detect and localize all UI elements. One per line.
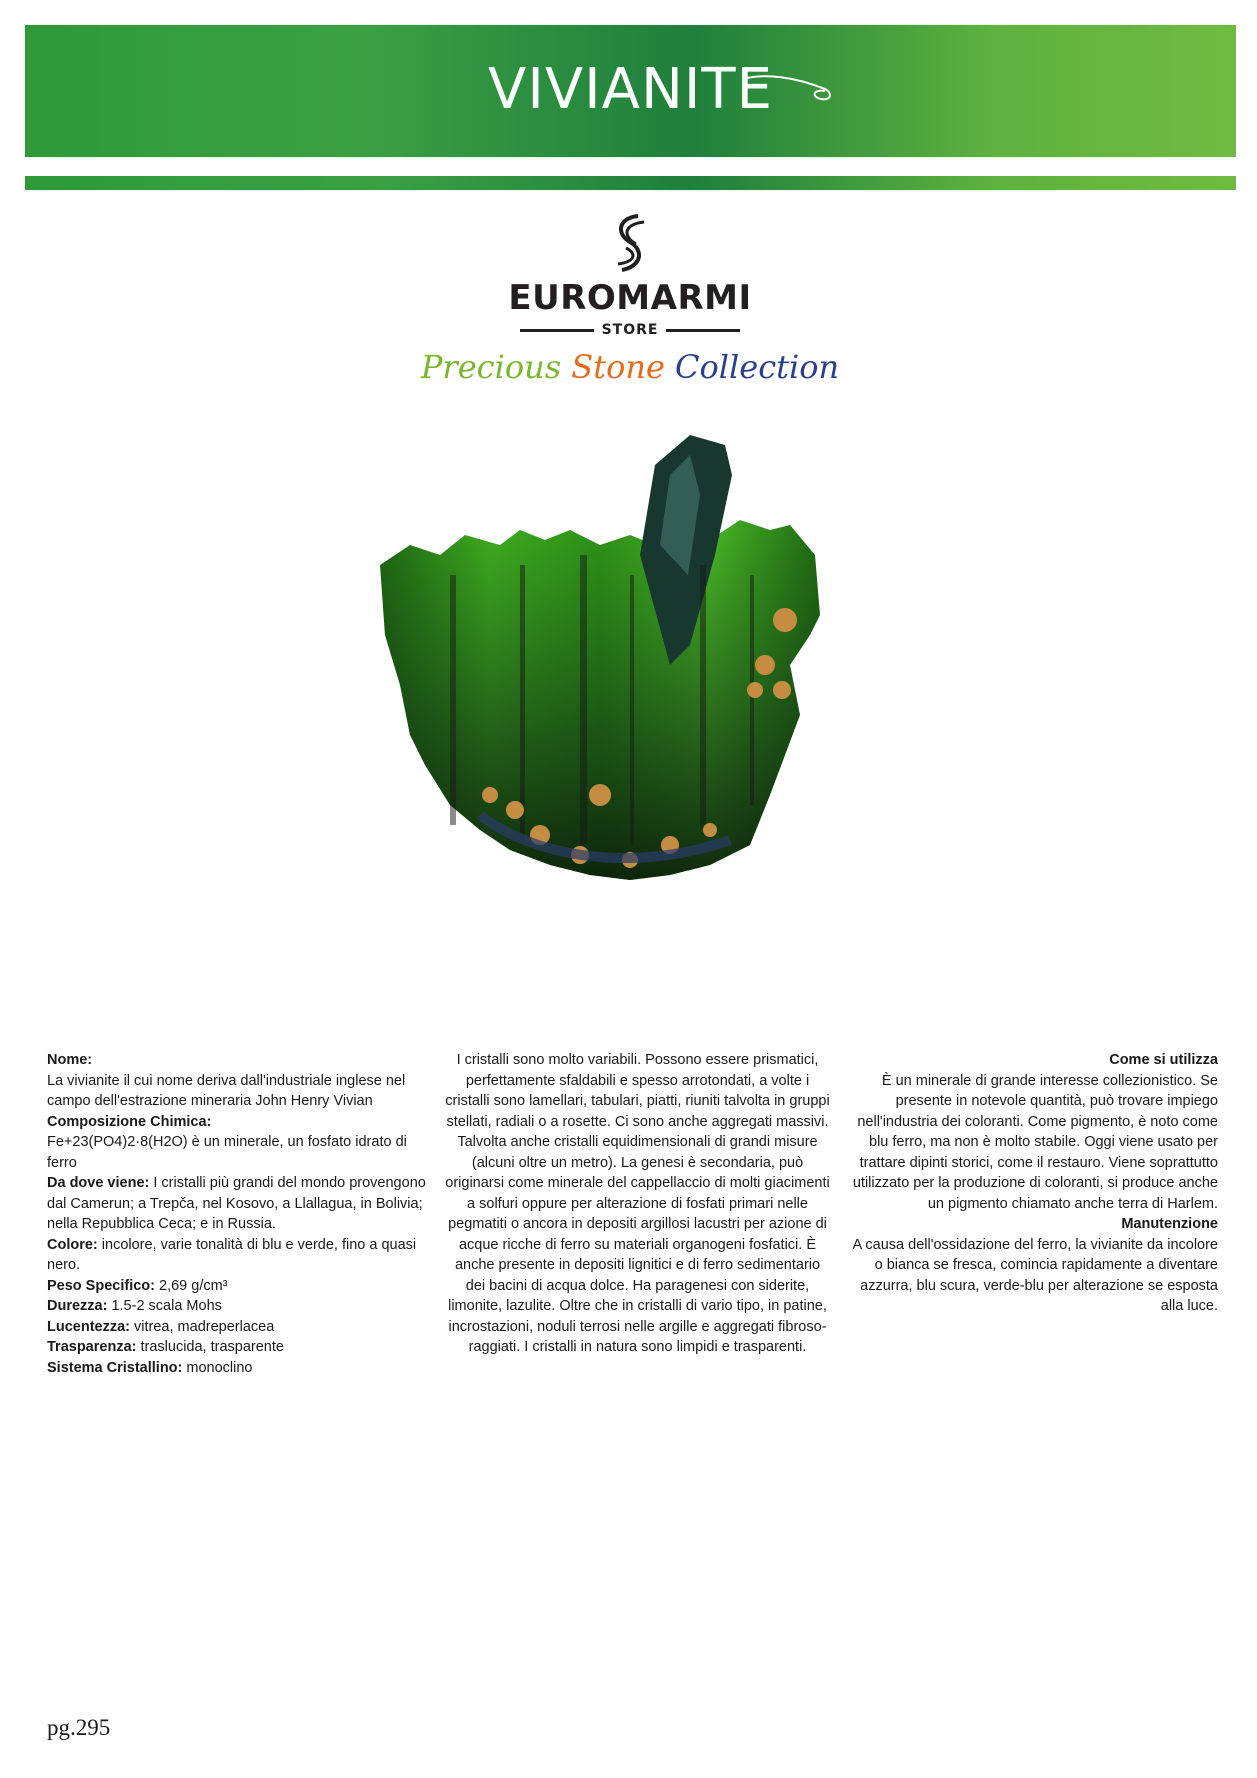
spec-column [47,1050,427,1378]
usage-heading: Come si utilizza [1109,1052,1218,1068]
spec-origin [47,1173,427,1235]
logo-sub-label: STORE [601,322,659,338]
page-number: pg.295 [47,1715,111,1740]
spec-name [47,1050,427,1112]
spec-value: 2,69 g/cm³ [159,1277,228,1294]
spec-luster [47,1317,427,1338]
spec-label: Nome: [47,1052,93,1068]
euromarmi-logo [500,210,760,350]
spec-label: Da dove viene: [47,1175,150,1191]
logo-rule-right [666,329,740,332]
spec-label: Composizione Chimica: [47,1113,212,1130]
spec-composition [47,1112,427,1174]
logo-rule-left [520,329,594,332]
spec-label: Sistema Cristallino: [47,1359,183,1376]
spec-density [47,1276,427,1297]
spec-value: Fe+23(PO4)2·8(H2O) è un minerale, un fosfato idrato di ferro [47,1134,407,1171]
title-swash-decoration [725,65,845,125]
spec-label: Lucentezza: [47,1318,130,1335]
spec-transparency [47,1337,427,1358]
spec-value: La vivianite il cui nome deriva dall'industriale inglese nel campo dell'estrazione mineraria John Henry Vivian [47,1072,406,1109]
collection-word-stone: Stone [571,348,665,386]
spec-value: traslucida, trasparente [140,1339,284,1355]
spec-value: vitrea, madreperlacea [134,1318,275,1335]
spec-label: Trasparenza: [47,1339,137,1355]
collection-word-collection: Collection [675,348,840,386]
spec-value: I cristalli più grandi del mondo provengono dal Camerun; a Trepča, nel Kosovo, a Llallagua, in Bolivia; nella Repubblica Ceca; e in Russia. [47,1175,426,1232]
usage-column [850,1050,1218,1317]
description-column [445,1050,830,1358]
header-banner [25,25,1236,157]
spec-value: 1.5-2 scala Mohs [111,1298,222,1314]
spec-label: Colore: [47,1236,98,1253]
spec-hardness [47,1296,427,1317]
vivianite-crystal-image [370,435,930,1005]
header-stripe [25,176,1236,190]
collection-tagline [420,345,840,389]
spec-label: Peso Specifico: [47,1277,155,1294]
spec-color [47,1235,427,1276]
s-monogram-icon [608,212,652,274]
description-text: I cristalli sono molto variabili. Possono essere prismatici, perfettamente sfaldabili e spesso arrotondati, a volte i cristalli sono lamellari, tabulari, piatti, riuniti talvolta in gruppi stellati, radiali o a rosette. Ci sono anche aggregati massivi. Talvolta anche cristalli equidimensionali di grandi misure (alcuni oltre un metro). La genesi è secondaria, può originarsi come minerale del cappellaccio di molti giacimenti a solfuri oppure per alterazione di fosfati primari nelle pegmatiti o ancora in depositi argillosi lacustri per azione di acque ricche di ferro su materiali organogeni fosfatici. È anche presente in depositi lignitici e di ferro sedimentario dei bacini di acqua dolce. Ha paragenesi con siderite, limonite, lazulite. Oltre che in cristalli di vario tipo, in patine, incrostazioni, noduli terrosi nelle argille e aggregati fibroso-raggiati. I cristalli in natura sono limpidi e trasparenti. [445,1052,830,1355]
spec-value: monoclino [186,1359,253,1376]
usage-text: È un minerale di grande interesse collezionistico. Se presente in notevole quantità, può trovare impiego nell'industria dei coloranti. Come pigmento, è noto come blu ferro, ma non è molto stabile. Oggi viene usato per trattare dipinti storici, come il restauro. Viene soprattutto utilizzato per la produzione di coloranti, si produce anche un pigmento chiamato anche terra di Harlem. [852,1072,1218,1212]
care-text: A causa dell'ossidazione del ferro, la vivianite da incolore o bianca se fresca, comincia rapidamente a diventare azzurra, blu scura, verde-blu per alterazione se esposta alla luce. [852,1236,1218,1314]
care-heading: Manutenzione [1121,1216,1218,1232]
collection-word-precious: Precious [420,348,562,386]
spec-label: Durezza: [47,1298,108,1314]
logo-sub [520,322,740,338]
logo-name: EUROMARMI [508,278,752,318]
page-title: VIVIANITE [488,57,773,122]
spec-crystal-system [47,1358,427,1379]
spec-value: incolore, varie tonalità di blu e verde, fino a quasi nero. [47,1236,417,1273]
